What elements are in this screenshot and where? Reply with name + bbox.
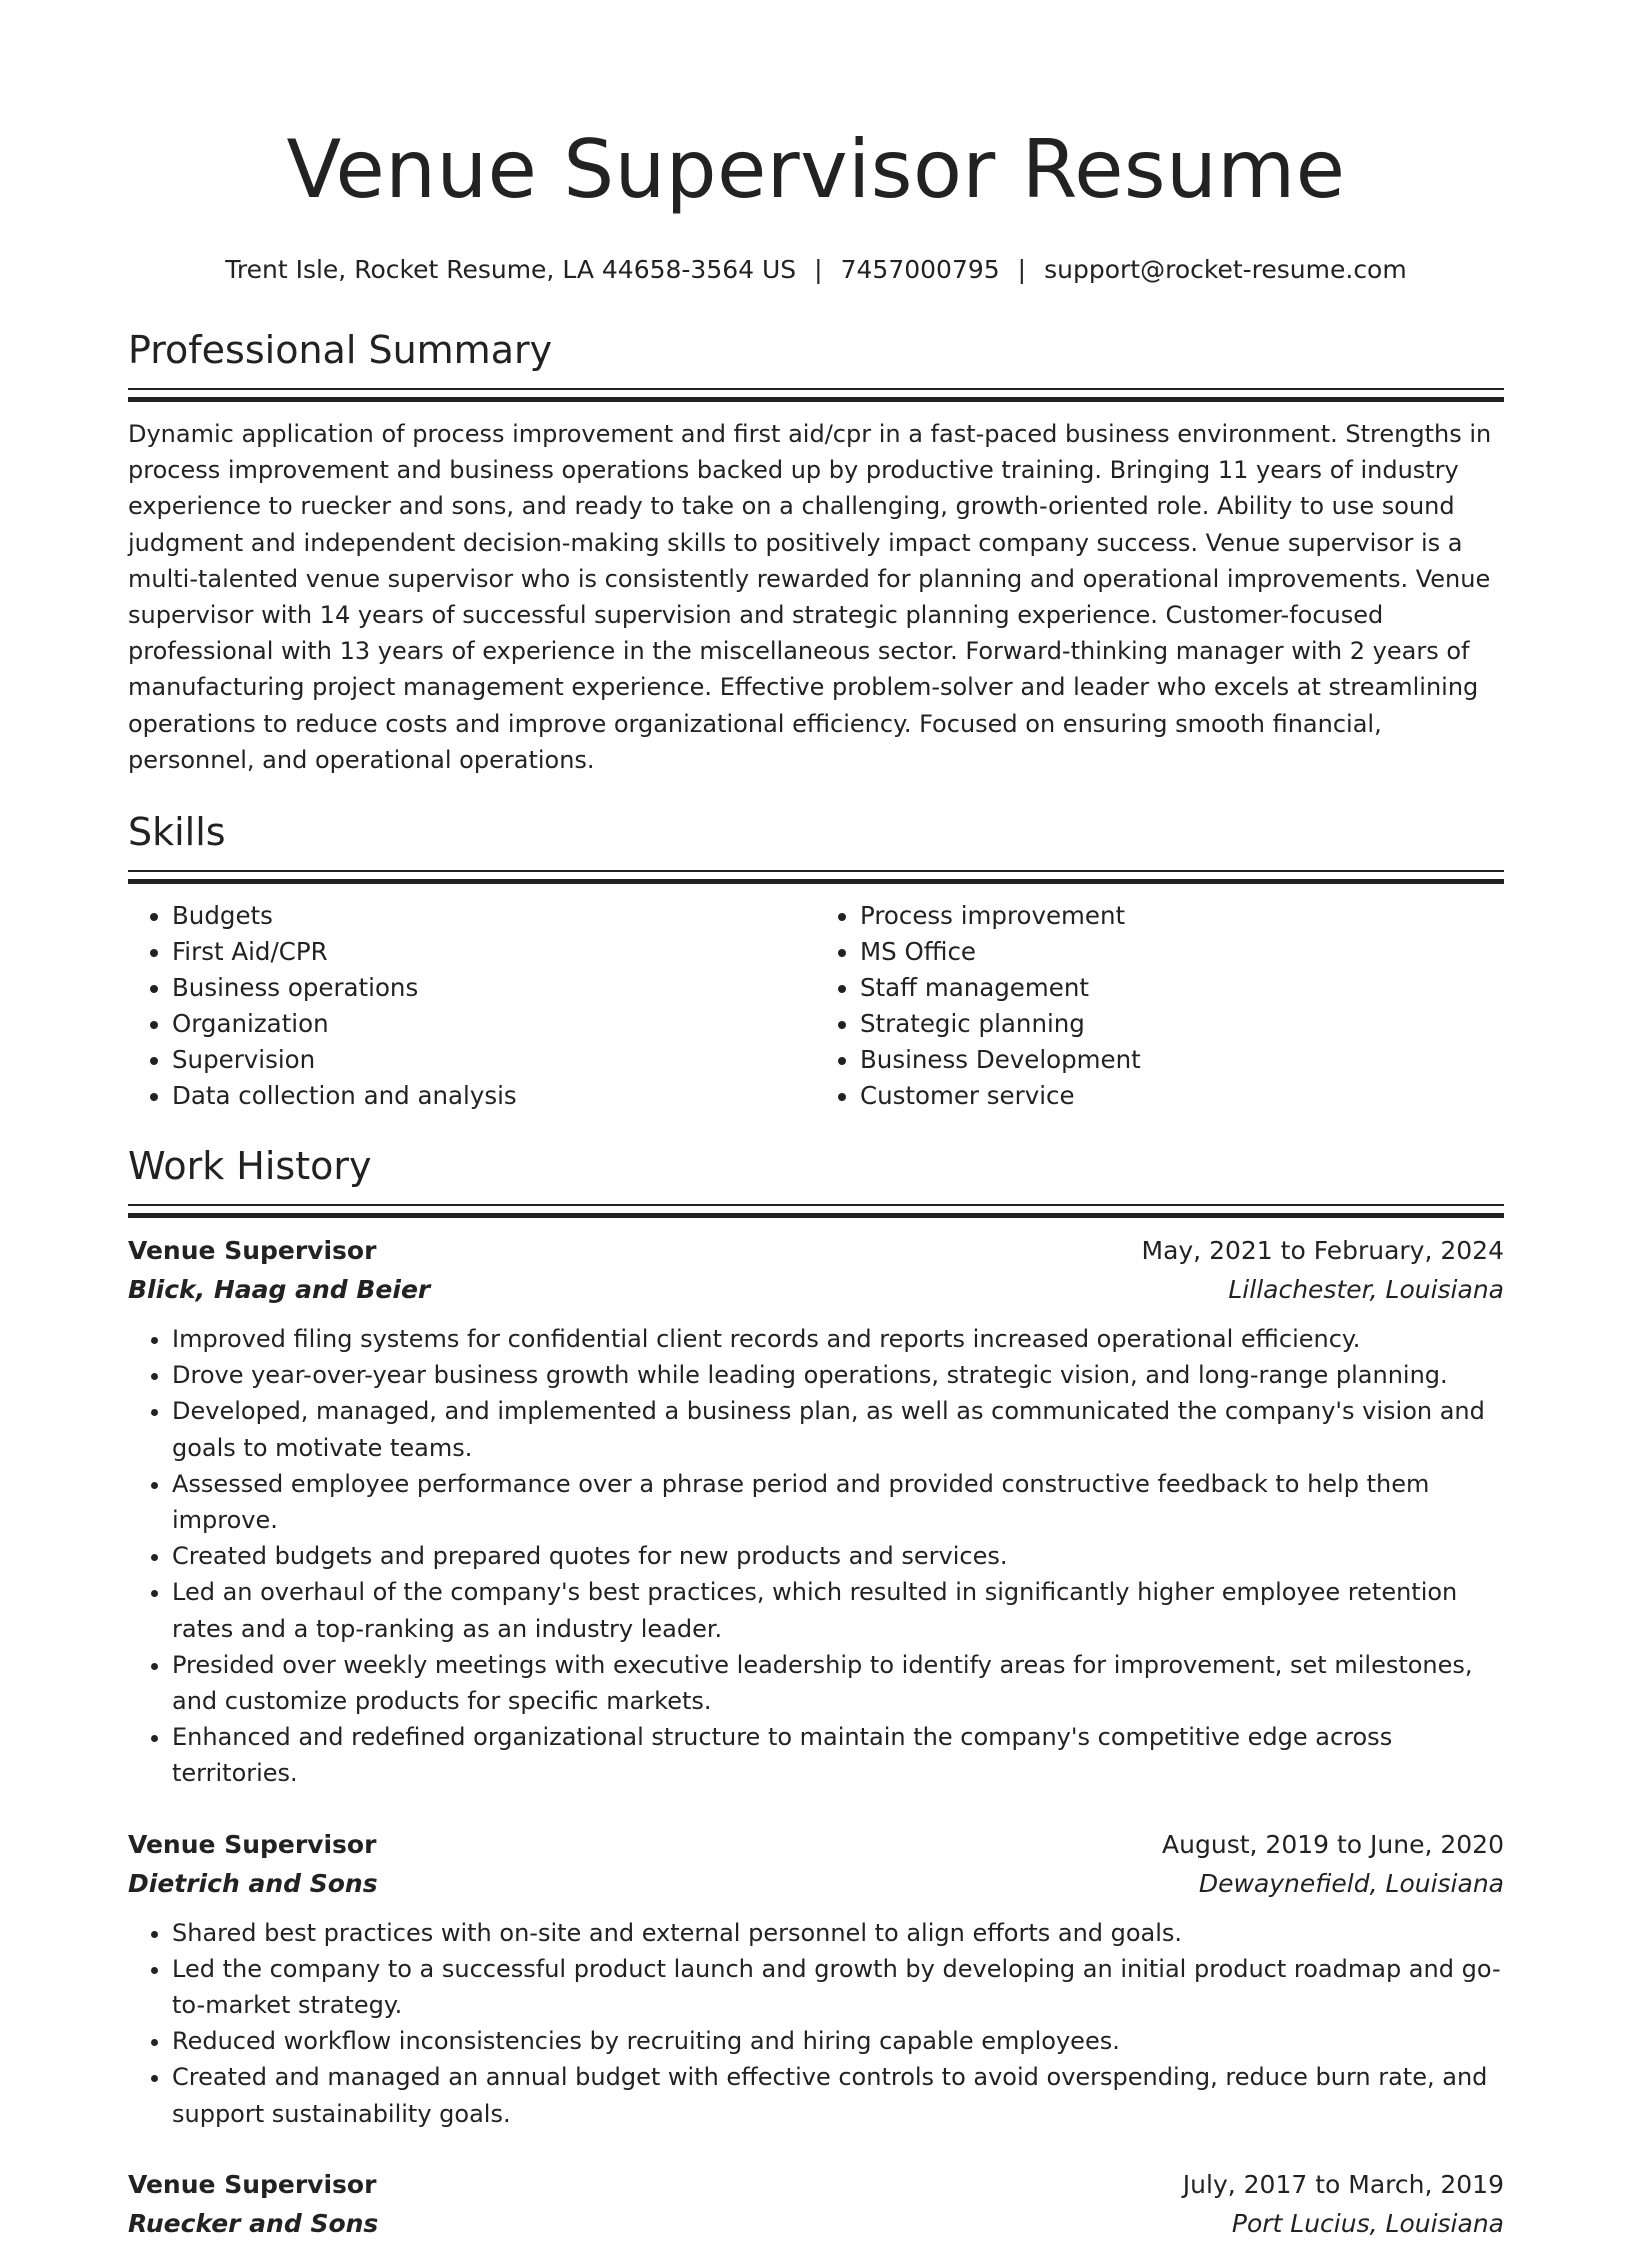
job-bullet: • Shared best practices with on-site and external personnel to align efforts and goals. — [172, 1915, 1504, 1951]
job-subheader — [128, 2204, 1504, 2243]
skill-item: • Data collection and analysis — [172, 1078, 816, 1114]
section-heading-skills: Skills — [128, 810, 226, 855]
job-location: Lillachester, Louisiana — [1228, 1275, 1504, 1305]
job-entry — [128, 1826, 1504, 2132]
job-header — [128, 2166, 1504, 2204]
job-bullet: • Assessed employee performance over a phrase period and provided constructive feedback to help them improve. — [172, 1466, 1504, 1538]
job-bullets — [128, 1321, 1504, 1792]
work-history-section — [128, 1142, 1504, 2243]
job-subheader — [128, 1864, 1504, 1903]
job-bullet: • Led an overhaul of the company's best practices, which resulted in significantly higher employee retention rates and a top-ranking as an industry leader. — [172, 1574, 1504, 1646]
job-bullet: • Created and managed an annual budget with effective controls to avoid overspending, reduce burn rate, and support sustainability goals. — [172, 2059, 1504, 2131]
contact-address: Trent Isle, Rocket Resume, LA 44658-3564 US — [225, 255, 797, 284]
section-heading-work-history: Work History — [128, 1144, 372, 1189]
section-heading-summary: Professional Summary — [128, 328, 553, 372]
job-bullet: • Reduced workflow inconsistencies by recruiting and hiring capable employees. — [172, 2023, 1504, 2059]
summary-text: Dynamic application of process improvement and first aid/cpr in a fast-paced business environment. Strengths in process improvement and business operations backed up by productive training. Bringing 11 years of industry experience to ruecker and sons, and ready to take on a challenging, growth-oriented role. Ability to use sound judgment and independent decision-making skills to positively impact company success. Venue supervisor is a multi-talented venue supervisor who is consistently rewarded for planning and operational improvements. Venue supervisor with 14 years of successful supervision and strategic planning experience. Customer-focused professional with 13 years of experience in the miscellaneous sector. Forward-thinking manager with 2 years of manufacturing project management experience. Effective problem-solver and leader who excels at streamlining operations to reduce costs and improve organizational efficiency. Focused on ensuring smooth financial, personnel, and operational operations. — [128, 420, 1492, 774]
job-bullet: • Presided over weekly meetings with executive leadership to identify areas for improvement, set milestones, and customize products for specific markets. — [172, 1647, 1504, 1719]
skill-item: • First Aid/CPR — [172, 934, 816, 970]
job-company: Blick, Haag and Beier — [128, 1275, 431, 1305]
job-location: Port Lucius, Louisiana — [1231, 2208, 1504, 2238]
job-bullet: • Led the company to a successful product launch and growth by developing an initial product roadmap and go-to-market strategy. — [172, 1951, 1504, 2023]
skills-list-left — [128, 898, 816, 1114]
skill-item: • Strategic planning — [860, 1006, 1504, 1042]
skills-section — [128, 808, 1504, 1114]
job-bullet: • Drove year-over-year business growth while leading operations, strategic vision, and long-range planning. — [172, 1357, 1504, 1393]
job-company: Dietrich and Sons — [128, 1868, 378, 1898]
job-entry — [128, 2166, 1504, 2243]
job-bullet: • Improved filing systems for confidential client records and reports increased operational efficiency. — [172, 1321, 1504, 1357]
section-divider — [128, 1204, 1504, 1218]
contact-line — [128, 252, 1504, 288]
job-company: Ruecker and Sons — [128, 2208, 379, 2238]
section-divider — [128, 870, 1504, 884]
skill-item: • Business operations — [172, 970, 816, 1006]
skill-item: • Budgets — [172, 898, 816, 934]
resume-page — [128, 0, 1504, 2243]
job-dates: August, 2019 to June, 2020 — [1162, 1829, 1504, 1859]
job-bullet: • Created budgets and prepared quotes for new products and services. — [172, 1538, 1504, 1574]
summary-section — [128, 326, 1504, 778]
job-location: Dewaynefield, Louisiana — [1198, 1868, 1504, 1898]
skill-item: • Business Development — [860, 1042, 1504, 1078]
skills-list-right — [816, 898, 1504, 1114]
job-title: Venue Supervisor — [128, 1829, 377, 1859]
skill-item: • Staff management — [860, 970, 1504, 1006]
job-title: Venue Supervisor — [128, 1236, 377, 1266]
skill-item: • Supervision — [172, 1042, 816, 1078]
job-bullet: • Developed, managed, and implemented a business plan, as well as communicated the company's vision and goals to motivate teams. — [172, 1393, 1504, 1465]
skill-item: • Organization — [172, 1006, 816, 1042]
job-header — [128, 1232, 1504, 1270]
skill-item: • Process improvement — [860, 898, 1504, 934]
job-dates: May, 2021 to February, 2024 — [1141, 1236, 1504, 1266]
resume-title: Venue Supervisor Resume — [286, 123, 1346, 216]
job-dates: July, 2017 to March, 2019 — [1182, 2169, 1504, 2199]
contact-email: support@rocket-resume.com — [1044, 255, 1407, 284]
contact-phone: 7457000795 — [840, 255, 1000, 284]
job-header — [128, 1826, 1504, 1864]
job-subheader — [128, 1270, 1504, 1309]
skill-item: • MS Office — [860, 934, 1504, 970]
contact-separator: | — [1017, 255, 1027, 284]
job-bullet: • Enhanced and redefined organizational structure to maintain the company's competitive edge across territories. — [172, 1719, 1504, 1791]
job-title: Venue Supervisor — [128, 2169, 377, 2199]
job-entry — [128, 1232, 1504, 1792]
skill-item: • Customer service — [860, 1078, 1504, 1114]
job-bullets — [128, 1915, 1504, 2132]
contact-separator: | — [814, 255, 823, 284]
skills-columns — [128, 898, 1504, 1114]
section-divider — [128, 388, 1504, 402]
